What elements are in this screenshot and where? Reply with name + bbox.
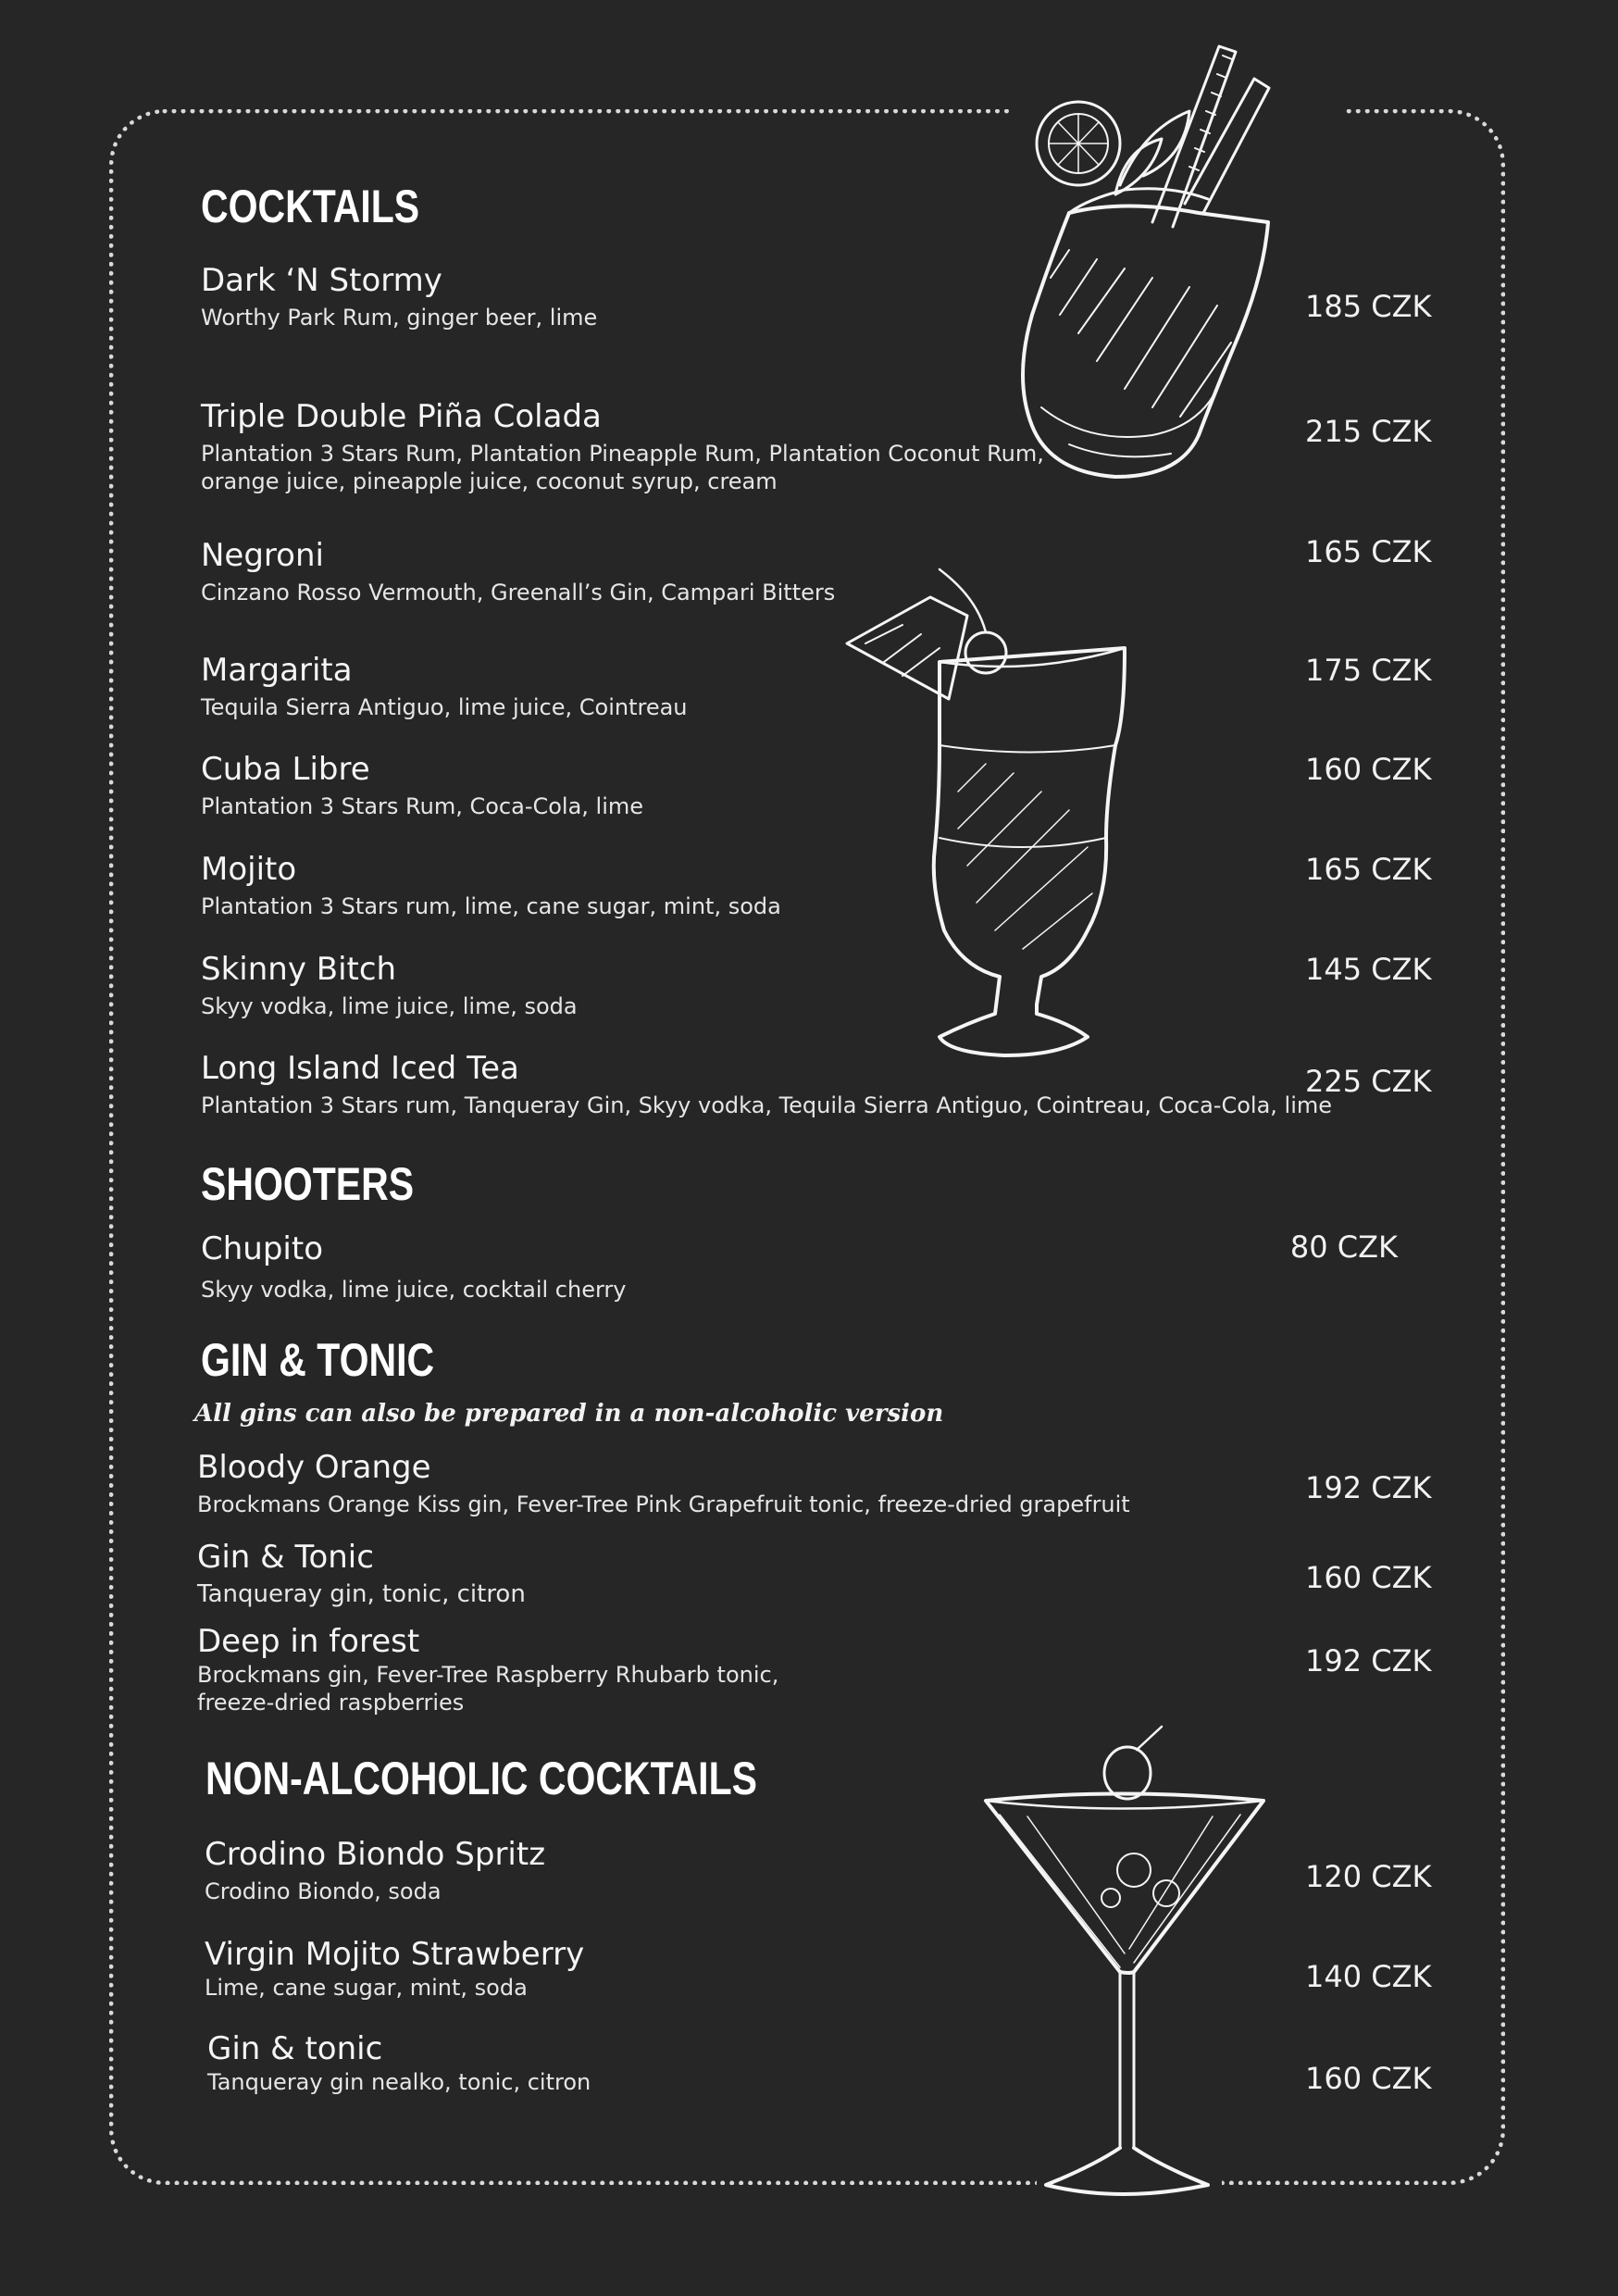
item-description: Lime, cane sugar, mint, soda bbox=[205, 1975, 528, 2001]
item-description: Tanqueray gin nealko, tonic, citron bbox=[207, 2069, 591, 2095]
item-price: 160 CZK bbox=[1305, 2061, 1432, 2096]
menu-item bbox=[201, 950, 1265, 1020]
item-price: 165 CZK bbox=[1305, 534, 1432, 569]
item-description: Tequila Sierra Antiguo, lime juice, Cointreau bbox=[201, 694, 688, 720]
item-name: Gin & tonic bbox=[207, 2030, 383, 2067]
menu-item bbox=[201, 261, 1265, 331]
item-price: 225 CZK bbox=[1305, 1064, 1432, 1099]
item-description: Plantation 3 Stars rum, lime, cane sugar, mint, soda bbox=[201, 893, 781, 919]
item-price: 145 CZK bbox=[1305, 952, 1432, 987]
item-description: Plantation 3 Stars Rum, Coca-Cola, lime bbox=[201, 793, 644, 819]
item-description: Brockmans gin, Fever-Tree Raspberry Rhubarb tonic, freeze-dried raspberries bbox=[197, 1662, 779, 1716]
item-name: Skinny Bitch bbox=[201, 951, 397, 988]
item-name: Dark ‘N Stormy bbox=[201, 262, 442, 299]
item-name: Negroni bbox=[201, 537, 324, 574]
item-name: Mojito bbox=[201, 851, 297, 888]
menu-item bbox=[197, 1622, 1262, 1716]
item-name: Cuba Libre bbox=[201, 751, 370, 788]
item-description: Plantation 3 Stars rum, Tanqueray Gin, Skyy vodka, Tequila Sierra Antiguo, Cointreau, Coca-Cola, lime bbox=[201, 1092, 1333, 1118]
item-price: 165 CZK bbox=[1305, 852, 1432, 887]
menu-item bbox=[201, 850, 1265, 920]
item-name: Gin & Tonic bbox=[197, 1539, 374, 1576]
item-price: 175 CZK bbox=[1305, 653, 1432, 688]
item-description: Cinzano Rosso Vermouth, Greenall’s Gin, Campari Bitters bbox=[201, 580, 836, 605]
item-price: 120 CZK bbox=[1305, 1859, 1432, 1894]
item-description: Crodino Biondo, soda bbox=[205, 1878, 442, 1904]
item-price: 192 CZK bbox=[1305, 1470, 1432, 1505]
item-description: Tanqueray gin, tonic, citron bbox=[197, 1580, 526, 1608]
section-title-shooters: SHOOTERS bbox=[201, 1158, 415, 1210]
item-description: Plantation 3 Stars Rum, Plantation Pineapple Rum, Plantation Coconut Rum, orange juice, pineapple juice, coconut syrup, cream bbox=[201, 441, 1044, 494]
section-title-cocktails: COCKTAILS bbox=[201, 181, 420, 232]
item-name: Crodino Biondo Spritz bbox=[205, 1836, 546, 1873]
item-price: 215 CZK bbox=[1305, 414, 1432, 449]
item-price: 80 CZK bbox=[1289, 1229, 1398, 1265]
item-name: Virgin Mojito Strawberry bbox=[205, 1936, 585, 1973]
menu-item bbox=[201, 536, 1265, 606]
item-name: Deep in forest bbox=[197, 1623, 420, 1660]
menu-item bbox=[201, 1049, 1333, 1119]
item-name: Chupito bbox=[201, 1230, 323, 1267]
menu-item bbox=[207, 2029, 1272, 2096]
item-description: Brockmans Orange Kiss gin, Fever-Tree Pink Grapefruit tonic, freeze-dried grapefruit bbox=[197, 1491, 1130, 1517]
item-name: Bloody Orange bbox=[197, 1449, 431, 1486]
menu-item bbox=[201, 1229, 1265, 1304]
menu-item bbox=[205, 1835, 1269, 1905]
menu-item bbox=[197, 1538, 1262, 1608]
menu-item bbox=[201, 651, 1265, 721]
item-name: Long Island Iced Tea bbox=[201, 1050, 519, 1087]
menu-item bbox=[201, 397, 1265, 495]
item-description: Skyy vodka, lime juice, cocktail cherry bbox=[201, 1277, 627, 1303]
item-description: Skyy vodka, lime juice, lime, soda bbox=[201, 993, 578, 1019]
item-price: 160 CZK bbox=[1305, 752, 1432, 787]
section-title-gin-tonic: GIN & TONIC bbox=[201, 1334, 435, 1386]
item-price: 192 CZK bbox=[1305, 1643, 1432, 1678]
item-price: 160 CZK bbox=[1305, 1560, 1432, 1595]
section-title-non-alcoholic: NON-ALCOHOLIC COCKTAILS bbox=[205, 1753, 757, 1804]
item-name: Triple Double Piña Colada bbox=[201, 398, 602, 435]
item-name: Margarita bbox=[201, 652, 353, 689]
item-description: Worthy Park Rum, ginger beer, lime bbox=[201, 305, 598, 331]
non-alcoholic-note: All gins can also be prepared in a non-alcoholic version bbox=[194, 1400, 944, 1428]
menu-item bbox=[205, 1935, 1269, 2002]
menu-item bbox=[197, 1448, 1262, 1518]
menu-item bbox=[201, 750, 1265, 820]
item-price: 185 CZK bbox=[1305, 289, 1432, 324]
item-price: 140 CZK bbox=[1305, 1959, 1432, 1994]
